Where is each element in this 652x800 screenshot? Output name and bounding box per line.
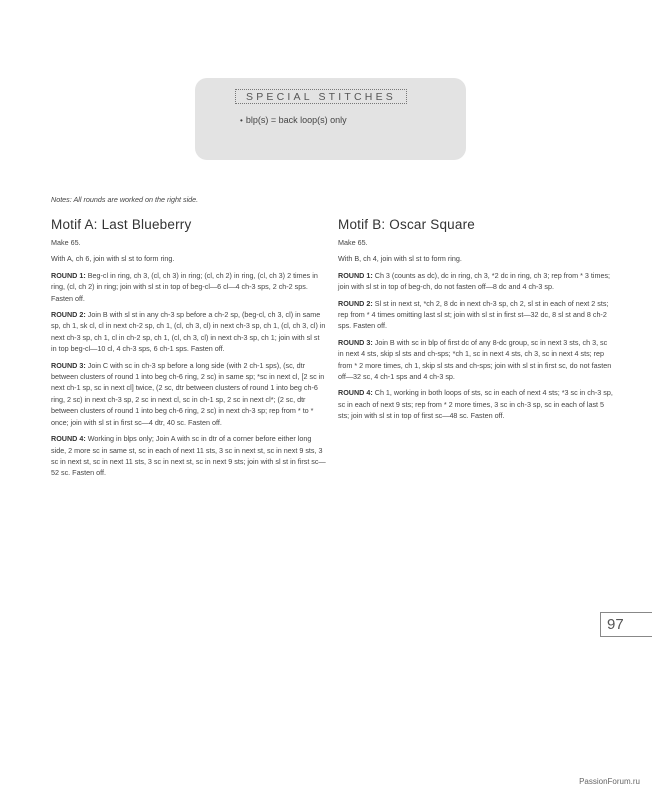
motif-b-title: Motif B: Oscar Square	[338, 217, 475, 232]
motif-a-round-1	[51, 270, 326, 304]
motif-a-round-3	[51, 360, 326, 428]
round-text: Join B with sl st in any ch-3 sp before a ch-2 sp, (beg-cl, ch 3, cl) in same sp, ch 1, sk cl, cl in next ch-2 sp, ch 1, (cl, ch 3, cl) in next ch-3 sp, ch 1, (cl, ch 3, cl) in next ch-3 sp, ch 1, cl in ch-2 sp, ch 1, (cl, ch 3, cl) in next ch-3 sp, ch 1; join with sl st in top beg-cl—10 cl, 4 ch-3 sps, 6 ch-1 sps. Fasten off.	[51, 310, 326, 354]
round-label: ROUND 2:	[338, 298, 373, 308]
round-label: ROUND 4:	[338, 388, 373, 398]
notes: Notes: All rounds are worked on the right side.	[51, 195, 199, 204]
round-label: ROUND 3:	[338, 337, 373, 347]
motif-a-title: Motif A: Last Blueberry	[51, 217, 192, 232]
round-text: Ch 3 (counts as dc), dc in ring, ch 3, *2 dc in ring, ch 3; rep from * 3 times; join with sl st in top of beg-ch, do not fasten off—8 dc and 4 ch-3 sp.	[338, 270, 611, 292]
round-label: ROUND 4:	[51, 434, 86, 444]
motif-b-round-4	[338, 387, 613, 421]
round-text: Join B with sc in blp of first dc of any 8-dc group, sc in next 3 sts, ch 3, sc in next 4 sts, skip sl sts and ch-sps; *ch 1, sc in next 4 sts, ch 3, sc in next 4 sts; rep from * 2 more times, ch 1, skip sl sts and ch-sps; join with sl st in first sc, do not fasten off—32 sc, 4 ch-1 sps and 4 ch-3 sp.	[338, 337, 612, 382]
round-text: Working in blps only; Join A with sc in dtr of a corner before either long side, 2 more sc in same st, sc in each of next 11 sts, 3 sc in next st, sc in next 9 sts, 3 sc in next st, sc in next 11 sts, 3 sc in next st, sc in next 9 sts; join with sl st in first sc—52 sc. Fasten off.	[51, 434, 326, 478]
special-stitch-item	[240, 115, 347, 125]
page-number: 97	[600, 612, 652, 637]
motif-b-column	[338, 217, 613, 427]
round-label: ROUND 3:	[51, 360, 86, 370]
special-stitch-text: blp(s) = back loop(s) only	[245, 115, 347, 125]
motif-a-round-2	[51, 309, 326, 355]
round-label: ROUND 1:	[51, 270, 86, 280]
watermark: PassionForum.ru	[579, 777, 640, 786]
round-text: Beg-cl in ring, ch 3, (cl, ch 3) in ring; (cl, ch 2) in ring, (cl, ch 3) 2 times in ring, (cl, ch 2) in ring; join with sl st in top of beg-cl—6 cl—4 ch-3 sps, 2 ch-2 sps. Fasten off.	[51, 270, 318, 303]
motif-b-round-2	[338, 298, 613, 332]
round-label: ROUND 1:	[338, 270, 373, 280]
bullet-icon: •	[240, 116, 243, 125]
round-text: Ch 1, working in both loops of sts, sc in each of next 4 sts; *3 sc in ch-3 sp, sc in each of next 9 sts; rep from * 2 more times, 3 sc in ch-3 sp, sc in each of last 5 sts; join with sl st in top of first sc—48 sc. Fasten off.	[338, 388, 613, 421]
motif-b-round-1	[338, 270, 613, 293]
round-label: ROUND 2:	[51, 310, 86, 320]
motif-b-setup: With B, ch 4, join with sl st to form ring.	[338, 254, 462, 264]
round-text: Join C with sc in ch-3 sp before a long side (with 2 ch-1 sps), (sc, dtr between clusters of round 1 into beg ch-6 ring, 2 sc) in same sp; *sc in next cl, [2 sc in next ch-1 sp, sc in next cl] twice, (2 sc, dtr between clusters of round 1 into beg ch-6 ring, 2 sc) in next ch-3 sp, 2 sc in next cl, sc in ch-1 sp, 2 sc in next cl*; (2 sc, dtr between clusters of round 1 into beg ch-6 ring, 2 sc) in next ch-3 sp; rep from * to * once; join with sl st in first sc—4 dtr, 40 sc. Fasten off.	[51, 360, 325, 427]
motif-b-make: Make 65.	[338, 238, 368, 247]
motif-a-setup: With A, ch 6, join with sl st to form ring.	[51, 254, 175, 264]
special-stitches-title: SPECIAL STITCHES	[235, 89, 407, 104]
motif-b-round-3	[338, 337, 613, 383]
motif-a-make: Make 65.	[51, 238, 81, 247]
motif-a-round-4	[51, 433, 326, 479]
motif-a-column	[51, 217, 326, 484]
round-text: Sl st in next st, *ch 2, 8 dc in next ch-3 sp, ch 2, sl st in each of next 2 sts; rep from * 4 times omitting last sl st; join with sl st in first st—32 dc, 8 sl st and 8 ch-2 sps. Fasten off.	[338, 298, 609, 331]
